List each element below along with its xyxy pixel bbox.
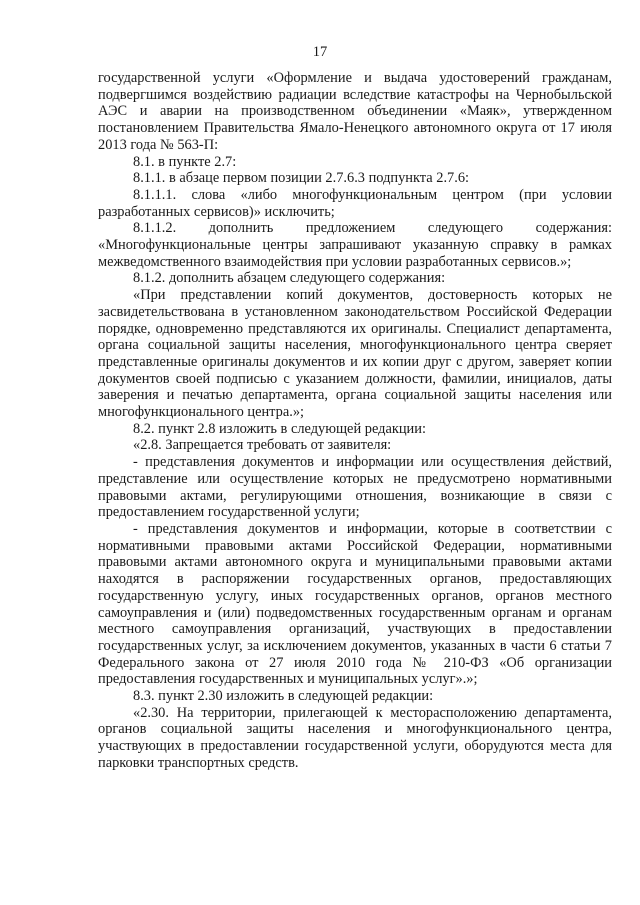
paragraph: 8.1. в пункте 2.7: [133, 153, 237, 170]
page-number: 17 [312, 44, 328, 60]
paragraph: 8.3. пункт 2.30 изложить в следующей редакции: [133, 688, 434, 705]
document-body [98, 70, 612, 772]
paragraph: 8.1.1.1. слова «либо многофункциональным центром (при условии разработанных сервисов)» исключить; [98, 186, 612, 220]
paragraph: 8.1.2. дополнить абзацем следующего содержания: [133, 270, 446, 287]
paragraph: «При представлении копий документов, достоверность которых не засвидетельствована в установленном законодательством Российской Федерации порядке, одновременно представляются их оригиналы. Специалист департамента, органа социальной защиты населения, многофункционального центра сверяет представленные оригиналы документов и их копии друг с другом, заверяет копии документов своей подписью с указанием должности, фамилии, инициалов, даты заверения и печатью департамента, органа социальной защиты населения или многофункционального центра.»; [98, 287, 612, 421]
paragraph: «2.8. Запрещается требовать от заявителя: [133, 437, 392, 454]
paragraph: - представления документов и информации или осуществления действий, представление или осуществление которых не предусмотрено нормативными правовыми актами, регулирующими отношения, возникающие в связи с предоставлением государственной услуги; [98, 454, 612, 521]
paragraph: 8.2. пункт 2.8 изложить в следующей редакции: [133, 420, 426, 437]
paragraph: - представления документов и информации, которые в соответствии с нормативными правовыми актами Российской Федерации, нормативными правовыми актами автономного округа и муниципальными правовыми актами находятся в распоряжении государственных органов, предоставляющих государственную услугу, иных государственных органов, органов местного самоуправления и (или) подведомственных государственным органам и органам местного самоуправления организаций, участвующих в предоставлении государственных услуг, за исключением документов, указанных в части 6 статьи 7 Федерального закона от 27 июля 2010 года № 210-ФЗ «Об организации предоставления государственных и муниципальных услуг».»; [98, 520, 612, 688]
paragraph: 8.1.1.2. дополнить предложением следующего содержания: «Многофункциональные центры запрашивают указанную справку в рамках межведомственного взаимодействия при условии разработанных сервисов.»; [98, 220, 612, 270]
paragraph: государственной услуги «Оформление и выдача удостоверений гражданам, подвергшимся воздействию радиации вследствие катастрофы на Чернобыльской АЭС и аварии на производственном объединении «Маяк», утвержденном постановлением Правительства Ямало-Ненецкого автономного округа от 17 июля 2013 года № 563-П: [98, 70, 612, 153]
paragraph: «2.30. На территории, прилегающей к месторасположению департамента, органов социальной защиты населения и многофункционального центра, участвующих в предоставлении государственной услуги, оборудуются места для парковки транспортных средств. [98, 704, 612, 771]
paragraph: 8.1.1. в абзаце первом позиции 2.7.6.3 подпункта 2.7.6: [133, 170, 470, 187]
